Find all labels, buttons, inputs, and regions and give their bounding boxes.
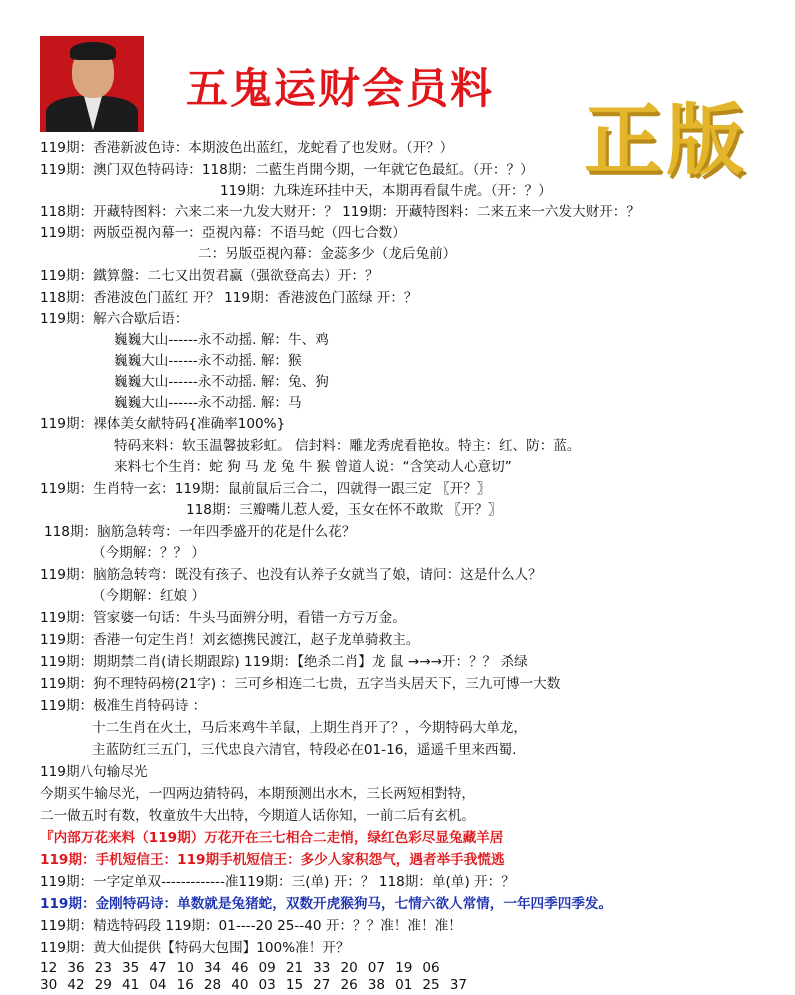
number-cell: 10 <box>176 960 194 976</box>
text-line: 119期：期期禁二肖(请长期跟踪) 119期：【绝杀二肖】龙 鼠 →→→开：？？ 杀绿 <box>40 654 528 670</box>
text-line: 119期：极准生肖特码诗 ： <box>40 698 207 714</box>
text-line: 118期：脑筋急转弯：一年四季盛开的花是什么花？ <box>44 524 356 540</box>
text-line: 巍巍大山------永不动摇. 解：兔、狗 <box>114 374 329 390</box>
number-cell: 06 <box>422 960 440 976</box>
number-cell: 41 <box>121 977 140 993</box>
number-cell: 36 <box>67 960 85 976</box>
text-line: 119期：香港一句定生肖！刘玄德携民渡江，赵子龙单骑救主。 <box>40 632 420 648</box>
text-line: 119期：生肖特一玄：119期：鼠前鼠后三合二，四就得一跟三定 〖开？〗 <box>40 481 491 497</box>
text-line: 巍巍大山------永不动摇. 解：牛、鸡 <box>114 332 329 348</box>
text-line: 119期八句输尽光 <box>40 764 148 780</box>
text-line: （今期解：红娘 ） <box>92 588 206 604</box>
number-cell: 34 <box>203 960 222 976</box>
number-cell: 33 <box>313 960 331 976</box>
number-cell: 03 <box>258 977 276 993</box>
text-line: 来料七个生肖：蛇 狗 马 龙 兔 牛 猴 曾道人说：“含笑动人心意切” <box>114 459 512 475</box>
text-line: 二一做五时有数，牧童放牛大出特，今期道人话你知，一前二后有玄机。 <box>40 808 475 824</box>
text-line: 118期：三瓣嘴儿惹人爱，玉女在怀不敢欺 〖开？〗 <box>186 502 502 518</box>
number-cell: 20 <box>340 960 358 976</box>
number-cell: 09 <box>258 960 276 976</box>
text-line: 119期：澳门双色特码诗：118期：二藍生肖開今期，一年就它色最紅。（开：？） <box>40 162 534 178</box>
number-cell: 38 <box>367 977 386 993</box>
number-cell: 12 <box>40 960 58 976</box>
number-cell: 19 <box>395 960 413 976</box>
number-cell: 21 <box>285 960 304 976</box>
authentic-stamp: 正版 <box>584 95 749 186</box>
page-title: 五鬼运财会员料 <box>186 64 495 113</box>
text-line: 119期：香港新波色诗：本期波色出蓝红，龙蛇看了也发财。（开？） <box>40 140 454 156</box>
text-line: 118期：开藏特图料：六来二来一九发大财开：？ 119期：开藏特图料：二来五来一六发大财开：？ <box>40 204 640 220</box>
number-cell: 46 <box>231 960 249 976</box>
text-line-red: 119期：手机短信王：119期手机短信王：多少人家积怨气，遇者举手我慌逃 <box>40 852 505 868</box>
number-cell: 16 <box>176 977 194 993</box>
text-line: 119期：管家婆一句话：牛头马面辨分明，看错一方亏万金。 <box>40 610 406 626</box>
text-line: 119期：一字定单双-------------准119期：三(单) 开：？ 118期：单(单) 开：？ <box>40 874 515 890</box>
text-line: 二：另版亞視內幕：金蕊多少（龙后兔前） <box>198 246 457 262</box>
number-cell: 25 <box>422 977 440 993</box>
text-line: 119期：九珠连环挂中天，本期再看鼠牛虎。（开：？） <box>220 183 552 199</box>
text-line: 119期：脑筋急转弯：既没有孩子、也没有认养子女就当了娘，请问：这是什么人？ <box>40 567 542 583</box>
number-cell: 26 <box>340 977 358 993</box>
text-line: 119期：两版亞視內幕一：亞視內幕：不语马蛇（四七合数） <box>40 225 406 241</box>
text-line: 十二生肖在火土，马后来鸡牛羊鼠，上期生肖开了？，今期特码大单龙， <box>92 720 527 736</box>
number-cell: 30 <box>40 977 58 993</box>
text-line: 119期：黄大仙提供【特码大包围】100%准！开？ <box>40 940 350 956</box>
text-line: 巍巍大山------永不动摇. 解：猴 <box>114 353 302 369</box>
number-cell: 37 <box>449 977 467 993</box>
number-cell: 27 <box>313 977 331 993</box>
profile-photo <box>40 36 144 132</box>
number-cell: 47 <box>149 960 167 976</box>
text-line: 119期：鐵算盤：二七又出贺君赢（强欲登高去）开：？ <box>40 268 379 284</box>
number-cell: 29 <box>94 977 112 993</box>
number-cell: 15 <box>285 977 304 993</box>
text-line: 118期：香港波色门蓝红 开？ 119期：香港波色门蓝绿 开：？ <box>40 290 418 306</box>
text-line-red: 『内部万花来料（119期）万花开在三七相合二走悄，绿红色彩尽显兔藏羊居 <box>40 830 504 846</box>
text-line: 主蓝防红三五门，三代忠良六清官，特段必在01-16，遥遥千里来西蜀. <box>92 742 517 758</box>
text-line-blue: 119期：金刚特码诗：单数就是兔猪蛇，双数开虎猴狗马，七情六欲人常情，一年四季四季发。 <box>40 896 613 912</box>
text-line: 今期买牛输尽光，一四两边猜特码，本期预测出水木，三长两短相對特， <box>40 786 475 802</box>
number-cell: 42 <box>67 977 85 993</box>
number-cell: 40 <box>231 977 249 993</box>
text-line: 119期：裸体美女献特码{准确率100%} <box>40 416 286 432</box>
number-cell: 28 <box>203 977 222 993</box>
text-line: 巍巍大山------永不动摇. 解：马 <box>114 395 302 411</box>
text-line: 119期：解六合歇后语： <box>40 311 189 327</box>
number-cell: 35 <box>121 960 140 976</box>
number-cell: 07 <box>367 960 386 976</box>
text-line: （今期解：？？ ） <box>92 545 206 561</box>
numbers-row-2 <box>40 975 477 995</box>
text-line: 119期：狗不理特码榜(21字) ：三可乡相连二七贵，五字当头居天下，三九可博一大数 <box>40 676 561 692</box>
number-cell: 23 <box>94 960 112 976</box>
number-cell: 04 <box>149 977 167 993</box>
text-line: 特码来料：软玉温馨披彩虹。 信封料：雕龙秀虎看艳妆。特主：红、防：蓝。 <box>114 438 581 454</box>
photo-hair <box>70 42 116 60</box>
text-line: 119期：精选特码段 119期：01----20 25--40 开：？？准！准！准！ <box>40 918 462 934</box>
number-cell: 01 <box>395 977 413 993</box>
